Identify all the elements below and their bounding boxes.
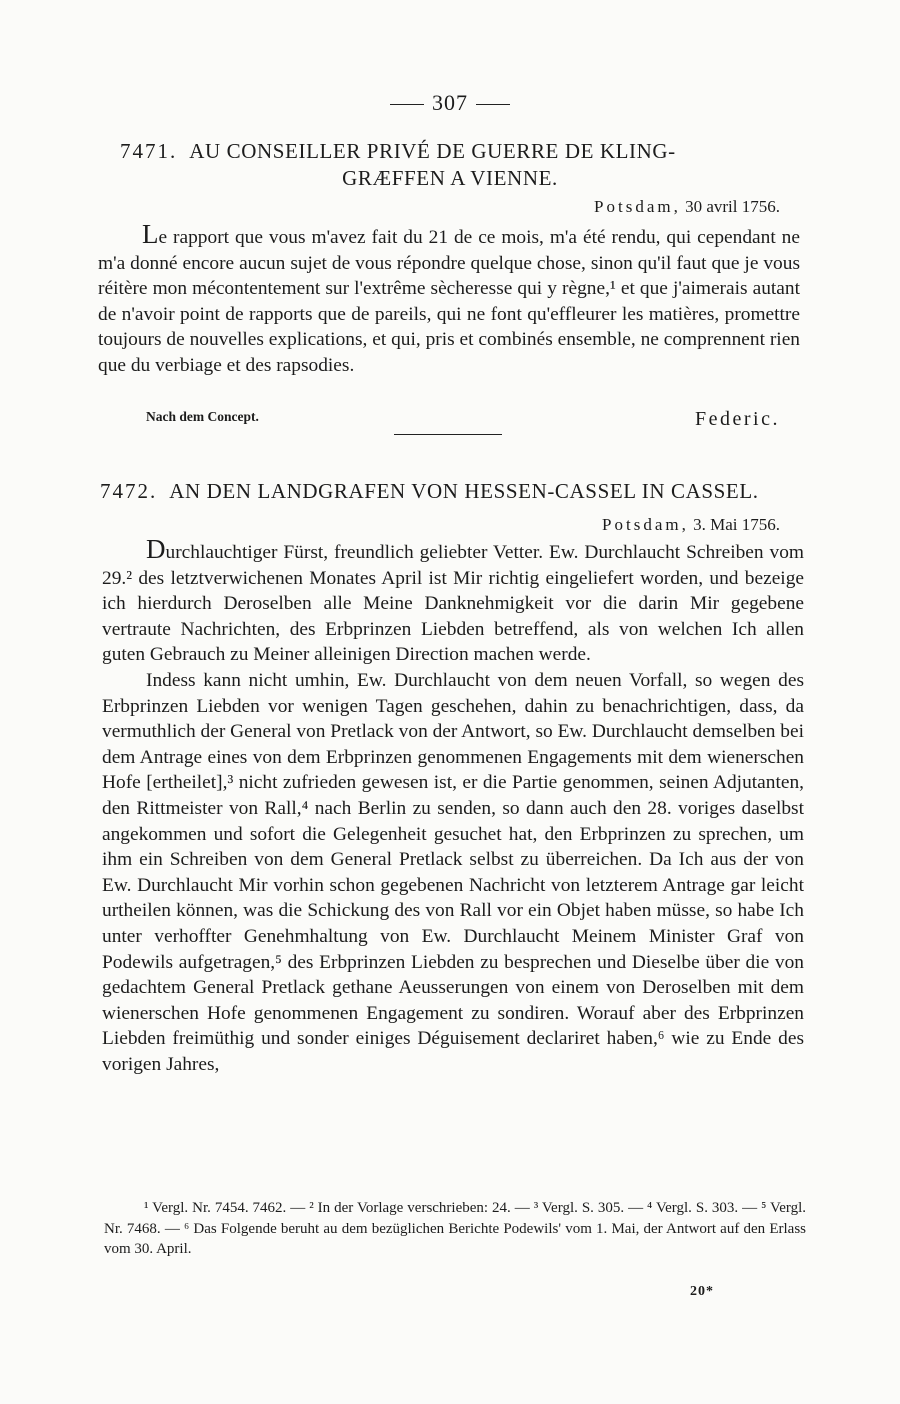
doc1-source-note: Nach dem Concept. — [146, 409, 259, 424]
doc2-dateline: Potsdam, 3. Mai 1756. — [602, 515, 780, 534]
doc1-title-line1: AU CONSEILLER PRIVÉ DE GUERRE DE KLING- — [189, 139, 676, 163]
footnotes: ¹ Vergl. Nr. 7454. 7462. — ² In der Vorlage verschrieben: 24. — ³ Vergl. S. 305. — ⁴ Vergl. S. 303. — ⁵ Vergl. Nr. 7468. — ⁶ Das Folgende beruht au dem bezüglichen Berichte Podewils' vom 1. Mai, der Antwort auf den Erlass vom 30. April. — [104, 1200, 806, 1257]
doc1-dateline: Potsdam, 30 avril 1756. — [594, 197, 780, 216]
doc2-paragraph-1: Durchlauchtiger Fürst, freundlich geliebter Vetter. Ew. Durchlaucht Schreiben vom 29.² des letztverwichenen Monates April ist Mir richtig eingeliefert worden, und bezeige ich hierdurch Deroselben alle Meine Danknehmigkeit vor die darin Mir gegebene vertraute Nachrichten, des Erbprinzen Liebden betreffend, als von welchen Ich allen guten Gebrauch zu Meiner alleinigen Direction machen werde. — [102, 534, 804, 666]
doc2-heading — [100, 478, 820, 505]
doc1-heading-line1 — [120, 138, 780, 165]
doc1-paragraph: Le rapport que vous m'avez fait du 21 de ce mois, m'a été rendu, qui cependant ne m'a donné encore aucun sujet de vous répondre quelque chose, sinon qu'il faut que je vous réitère mon mécontentement sur l'extrême sècheresse qui y règne,¹ et que j'aimerais autant de n'avoir point de rapports que de pareils, qui ne font qu'effleurer les matières, promettre toujours de nouvelles explications, et qui, pris et combinés ensemble, ne comprennent rien que du verbiage et des rapsodies. — [98, 219, 800, 376]
page-number: 307 — [0, 88, 900, 118]
doc2-title: AN DEN LANDGRAFEN VON HESSEN-CASSEL IN CASSEL. — [169, 479, 759, 503]
doc1-signature: Federic. — [695, 408, 780, 430]
doc1-heading — [120, 138, 780, 192]
page-number-dash-right — [476, 104, 510, 105]
sheet-signature-mark: 20* — [690, 1284, 714, 1299]
doc1-number: 7471. — [120, 139, 178, 163]
doc1-title-line2: GRÆFFEN A VIENNE. — [342, 166, 558, 190]
doc1-body — [98, 219, 800, 379]
section-divider — [394, 434, 502, 435]
doc2-number: 7472. — [100, 479, 158, 503]
doc2-body — [102, 534, 804, 1077]
doc2-paragraph-2: Indess kann nicht umhin, Ew. Durchlaucht von dem neuen Vorfall, so wegen des Erbprinzen Liebden vor wenigen Tagen geschehen, dahin zu benachrichtigen, dass, da vermuthlich der General von Pretlack von der Antwort, so Ew. Durchlaucht demselben bei dem Antrage eines von dem Erbprinzen genommenen Engagements mit dem wienerschen Hofe [ertheilet],³ nicht zufrieden gewesen ist, er die Partie genommen, seinen Adjutanten, den Rittmeister von Rall,⁴ nach Berlin zu senden, so dann auch den 28. voriges daselbst angekommen und sofort die Gelegenheit gesuchet hat, den Erbprinzen zu sprechen, um ihm ein Schreiben von dem General Pretlack selbst zu überreichen. Da Ich aus der von Ew. Durchlaucht Mir vorhin schon gegebenen Nachricht von letzterem Antrage gar leicht urtheilen können, was die Schickung des von Rall vor ein Objet haben müsse, so habe Ich unter verhoffter Genehmhaltung von Ew. Durchlaucht Meinem Minister Graf von Podewils aufgetragen,⁵ des Erbprinzen Liebden zu besprechen und Dieselbe über die von gedachtem General Pretlack gethane Aeusserungen von einem von Deroselben mit dem wienerschen Hofe genommenen Engagement zu sondiren. Worauf aber des Erbprinzen Liebden freimüthig und sonder einiges Déguisement declariret haben,⁶ wie zu Ende des vorigen Jahres, — [102, 669, 804, 1075]
page-number-dash-left — [390, 104, 424, 105]
